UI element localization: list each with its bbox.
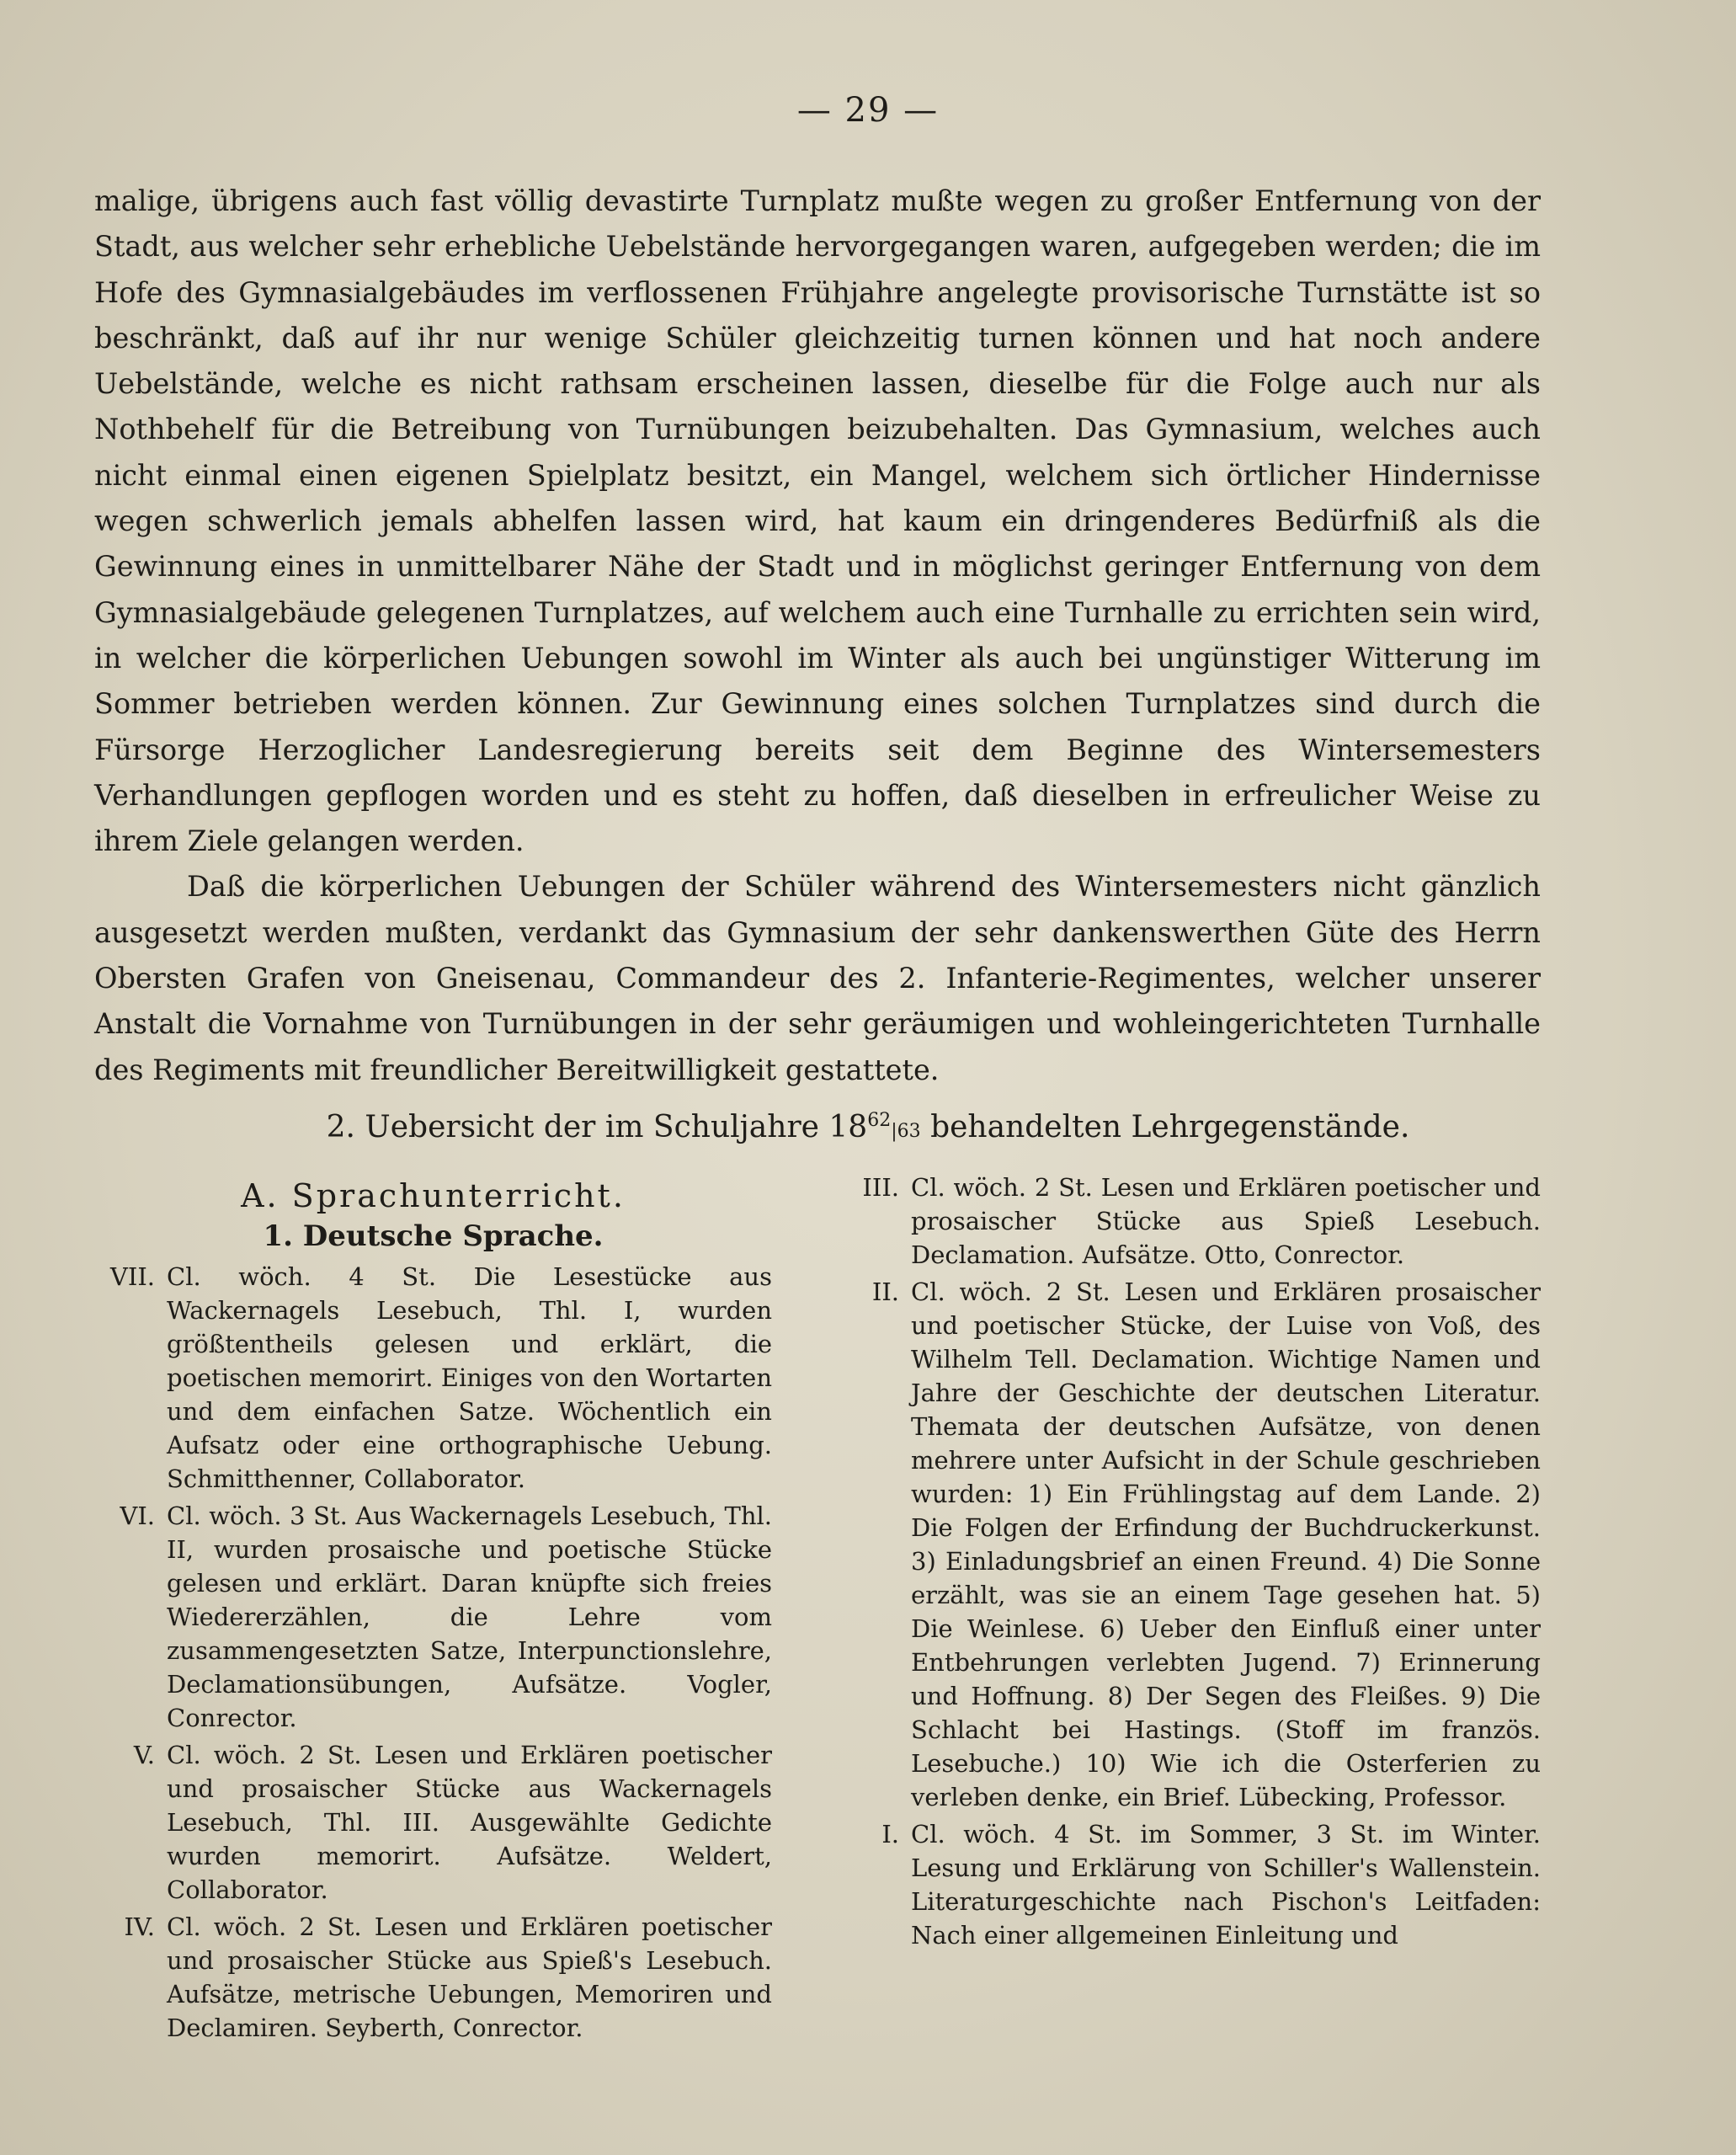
section-heading-before: 2. Uebersicht der im Schuljahre 18 bbox=[326, 1110, 868, 1144]
column-heading: A. Sprachunterricht. bbox=[241, 1177, 626, 1214]
paragraph-turnplatz: malige, übrigens auch fast völlig devastirte Turnplatz mußte wegen zu großer Entfernung von der Stadt, aus welcher sehr erhebliche Uebelstände hervorgegangen waren, aufgegeben werden; die im Hofe des Gymnasialgebäudes im verflossenen Frühjahre angelegte provisorische Turnstätte ist so beschränkt, daß auf ihr nur wenige Schüler gleichzeitig turnen können und hat noch andere Uebelstände, welche es nicht rathsam erscheinen lassen, dieselbe für die Folge auch nur als Nothbehelf für die Betreibung von Turnübungen beizubehalten. Das Gymnasium, welches auch nicht einmal einen eigenen Spielplatz besitzt, ein Mangel, welchem sich örtlicher Hindernisse wegen schwerlich jemals abhelfen lassen wird, hat kaum ein dringenderes Bedürfniß als die Gewinnung eines in unmittelbarer Nähe der Stadt und in möglichst geringer Entfernung von dem Gymnasialgebäude gelegenen Turnplatzes, auf welchem auch eine Turnhalle zu errichten sein wird, in welcher die körperlichen Uebungen sowohl im Winter als auch bei ungünstiger Witterung im Sommer betrieben werden können. Zur Gewinnung eines solchen Turnplatzes sind durch die Fürsorge Herzoglicher Landesregierung bereits seit dem Beginne des Wintersemesters Verhandlungen gepflogen worden und es steht zu hoffen, daß dieselben in erfreulicher Weise zu ihrem Ziele gelangen werden. bbox=[94, 184, 1541, 858]
class-entry-vii bbox=[94, 1260, 772, 1496]
class-label: III. bbox=[862, 1173, 899, 1202]
right-column bbox=[850, 1171, 1541, 1955]
page-number: — 29 — bbox=[796, 91, 940, 130]
class-entry-iv bbox=[94, 1910, 772, 2045]
class-label: IV. bbox=[124, 1912, 155, 1941]
section-heading-year-sup: 62 bbox=[867, 1110, 892, 1131]
class-label: I. bbox=[881, 1820, 899, 1848]
class-text: Cl. wöch. 2 St. Lesen und Erklären prosaischer und poetischer Stücke, der Luise von Voß, des Wilhelm Tell. Declamation. Wichtige Namen und Jahre der Geschichte der deutschen Literatur. Themata der deutschen Aufsätze, von denen mehrere unter Aufsicht in der Schule geschrieben wurden: 1) Ein Frühlingstag auf dem Lande. 2) Die Folgen der Erfindung der Buchdruckerkunst. 3) Einladungsbrief an einen Freund. 4) Die Sonne erzählt, was sie an einem Tage gesehen hat. 5) Die Weinlese. 6) Ueber den Einfluß einer unter Entbehrungen verlebten Jugend. 7) Erinnerung und Hoffnung. 8) Der Segen des Fleißes. 9) Die Schlacht bei Hastings. (Stoff im französ. Lesebuche.) 10) Wie ich die Osterferien zu verleben denke, ein Brief. Lübecking, Professor. bbox=[911, 1278, 1541, 1811]
class-label: II. bbox=[871, 1278, 899, 1306]
class-entry-ii bbox=[850, 1275, 1541, 1814]
column-subheading: 1. Deutsche Sprache. bbox=[263, 1219, 604, 1253]
class-text: Cl. wöch. 3 St. Aus Wackernagels Lesebuch, Thl. II, wurden prosaische und poetische Stücke gelesen und erklärt. Daran knüpfte sich freies Wiedererzählen, die Lehre vom zusammengesetzten Satze, Interpunctionslehre, Declamationsübungen, Aufsätze. Vogler, Conrector. bbox=[167, 1502, 772, 1732]
class-entry-i bbox=[850, 1817, 1541, 1952]
section-heading-year-sub: |63 bbox=[891, 1121, 921, 1142]
class-text: Cl. wöch. 4 St. im Sommer, 3 St. im Winter. Lesung und Erklärung von Schiller's Wallenstein. Literaturgeschichte nach Pischon's Leitfaden: Nach einer allgemeinen Einleitung und bbox=[911, 1820, 1541, 1950]
class-text: Cl. wöch. 4 St. Die Lesestücke aus Wackernagels Lesebuch, Thl. I, wurden größtentheils gelesen und erklärt, die poetischen memorirt. Einiges von den Wortarten und dem einfachen Satze. Wöchentlich ein Aufsatz oder eine orthographische Uebung. Schmitthenner, Collaborator. bbox=[167, 1262, 772, 1493]
section-heading bbox=[0, 1110, 1736, 1144]
class-text: Cl. wöch. 2 St. Lesen und Erklären poetischer und prosaischer Stücke aus Spieß's Lesebuch. Aufsätze, metrische Uebungen, Memoriren und Declamiren. Seyberth, Conrector. bbox=[167, 1912, 772, 2042]
class-label: VI. bbox=[120, 1502, 155, 1530]
class-entry-iii bbox=[850, 1171, 1541, 1272]
class-entry-vi bbox=[94, 1499, 772, 1735]
class-entry-v bbox=[94, 1738, 772, 1907]
class-text: Cl. wöch. 2 St. Lesen und Erklären poetischer und prosaischer Stücke aus Spieß Lesebuch. Declamation. Aufsätze. Otto, Conrector. bbox=[911, 1173, 1541, 1269]
class-label: V. bbox=[133, 1741, 155, 1769]
body-text bbox=[94, 179, 1541, 1093]
left-column bbox=[94, 1179, 772, 2048]
class-label: VII. bbox=[109, 1262, 155, 1291]
paragraph-turnhalle: Daß die körperlichen Uebungen der Schüler während des Wintersemesters nicht gänzlich ausgesetzt werden mußten, verdankt das Gymnasium der sehr dankenswerthen Güte des Herrn Obersten Grafen von Gneisenau, Commandeur des 2. Infanterie-Regimentes, welcher unserer Anstalt die Vornahme von Turnübungen in der sehr geräumigen und wohleingerichteten Turnhalle des Regiments mit freundlicher Bereitwilligkeit gestattete. bbox=[94, 870, 1541, 1086]
section-heading-after: behandelten Lehrgegenstände. bbox=[920, 1110, 1410, 1144]
class-text: Cl. wöch. 2 St. Lesen und Erklären poetischer und prosaischer Stücke aus Wackernagels Lesebuch, Thl. III. Ausgewählte Gedichte wurden memorirt. Aufsätze. Weldert, Collaborator. bbox=[167, 1741, 772, 1904]
